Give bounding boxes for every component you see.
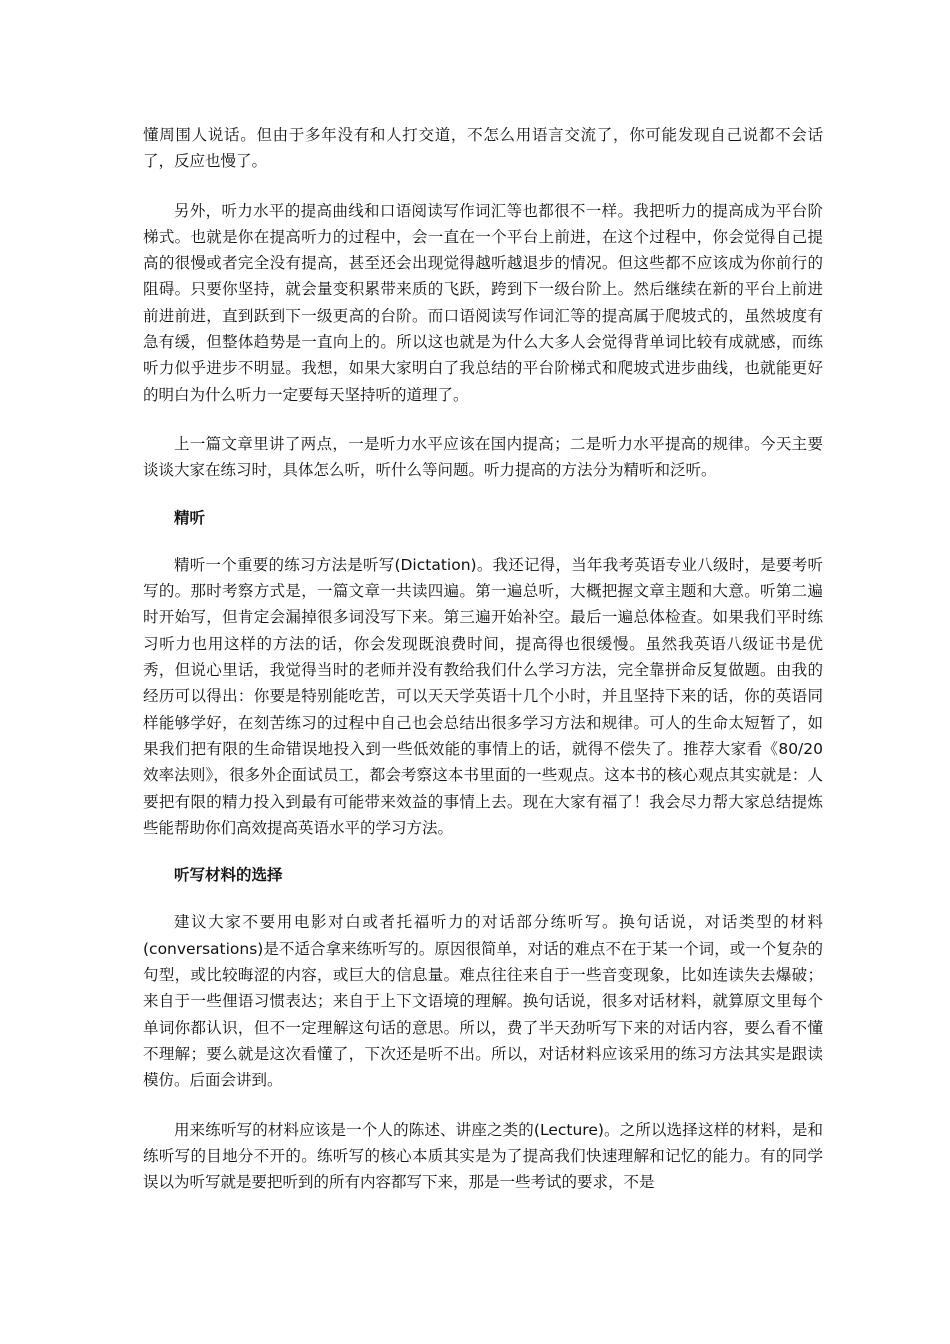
section-heading-intensive-listening: 精听 [174, 508, 206, 527]
paragraph-lecture-materials: 用来练听写的材料应该是一个人的陈述、讲座之类的(Lecture)。之所以选择这样的材料，是和练听写的目地分不开的。练听写的核心本质其实是为了提高我们快速理解和记忆的能力。有的同学误以为听写就是要把听到的所有内容都写下来，那是一些考试的要求，不是 [143, 1120, 823, 1192]
paragraph-dictation: 精听一个重要的练习方法是听写(Dictation)。我还记得，当年我考英语专业八级时，是要考听写的。那时考察方式是，一篇文章一共读四遍。第一遍总听，大概把握文章主题和大意。听第二遍时开始写，但肯定会漏掉很多词没写下来。第三遍开始补空。最后一遍总体检查。如果我们平时练习听力也用这样的方法的话，你会发现既浪费时间，提高得也很缓慢。虽然我英语八级证书是优秀，但说心里话，我觉得当时的老师并没有教给我们什么学习方法，完全靠拼命反复做题。由我的经历可以得出：你要是特别能吃苦，可以天天学英语十几个小时，并且坚持下来的话，你的英语同样能够学好，在刻苦练习的过程中自己也会总结出很多学习方法和规律。可人的生命太短暂了，如果我们把有限的生命错误地投入到一些低效能的事情上的话，就得不偿失了。推荐大家看《80/20效率法则》，很多外企面试员工，都会考察这本书里面的一些观点。这本书的核心观点其实就是：人要把有限的精力投入到最有可能带来效益的事情上去。现在大家有福了！我会尽力帮大家总结提炼些能帮助你们高效提高英语水平的学习方法。 [143, 555, 823, 837]
document-body [143, 122, 823, 1195]
paragraph-listening-curve: 另外，听力水平的提高曲线和口语阅读写作词汇等也都很不一样。我把听力的提高成为平台阶梯式。也就是你在提高听力的过程中，会一直在一个平台上前进，在这个过程中，你会觉得自己提高的很慢或者完全没有提高，甚至还会出现觉得越听越退步的情况。但这些都不应该成为你前行的阻碍。只要你坚持，就会量变积累带来质的飞跃，跨到下一级台阶上。然后继续在新的平台上前进前进前进，直到跃到下一级更高的台阶。而口语阅读写作词汇等的提高属于爬坡式的，虽然坡度有急有缓，但整体趋势是一直向上的。所以这也就是为什么大多人会觉得背单词比较有成就感，而练听力似乎进步不明显。我想，如果大家明白了我总结的平台阶梯式和爬坡式进步曲线，也就能更好的明白为什么听力一定要每天坚持听的道理了。 [143, 201, 823, 404]
paragraph-continued: 懂周围人说话。但由于多年没有和人打交道，不怎么用语言交流了，你可能发现自己说都不会话了，反应也慢了。 [143, 126, 823, 171]
paragraph-overview: 上一篇文章里讲了两点，一是听力水平应该在国内提高；二是听力水平提高的规律。今天主要谈谈大家在练习时，具体怎么听，听什么等问题。听力提高的方法分为精听和泛听。 [143, 434, 823, 480]
paragraph-conversation-materials: 建议大家不要用电影对白或者托福听力的对话部分练听写。换句话说，对话类型的材料(conversations)是不适合拿来练听写的。原因很简单，对话的难点不在于某一个词，或一个复杂的句型，或比较晦涩的内容，或巨大的信息量。难点往往来自于一些音变现象，比如连读失去爆破；来自于一些俚语习惯表达；来自于上下文语境的理解。换句话说，很多对话材料，就算原文里每个单词你都认识，但不一定理解这句话的意思。所以，费了半天劲听写下来的对话内容，要么看不懂不理解；要么就是这次看懂了，下次还是听不出。所以，对话材料应该采用的练习方法其实是跟读模仿。后面会讲到。 [143, 913, 823, 1090]
section-heading-material-selection: 听写材料的选择 [174, 866, 283, 885]
